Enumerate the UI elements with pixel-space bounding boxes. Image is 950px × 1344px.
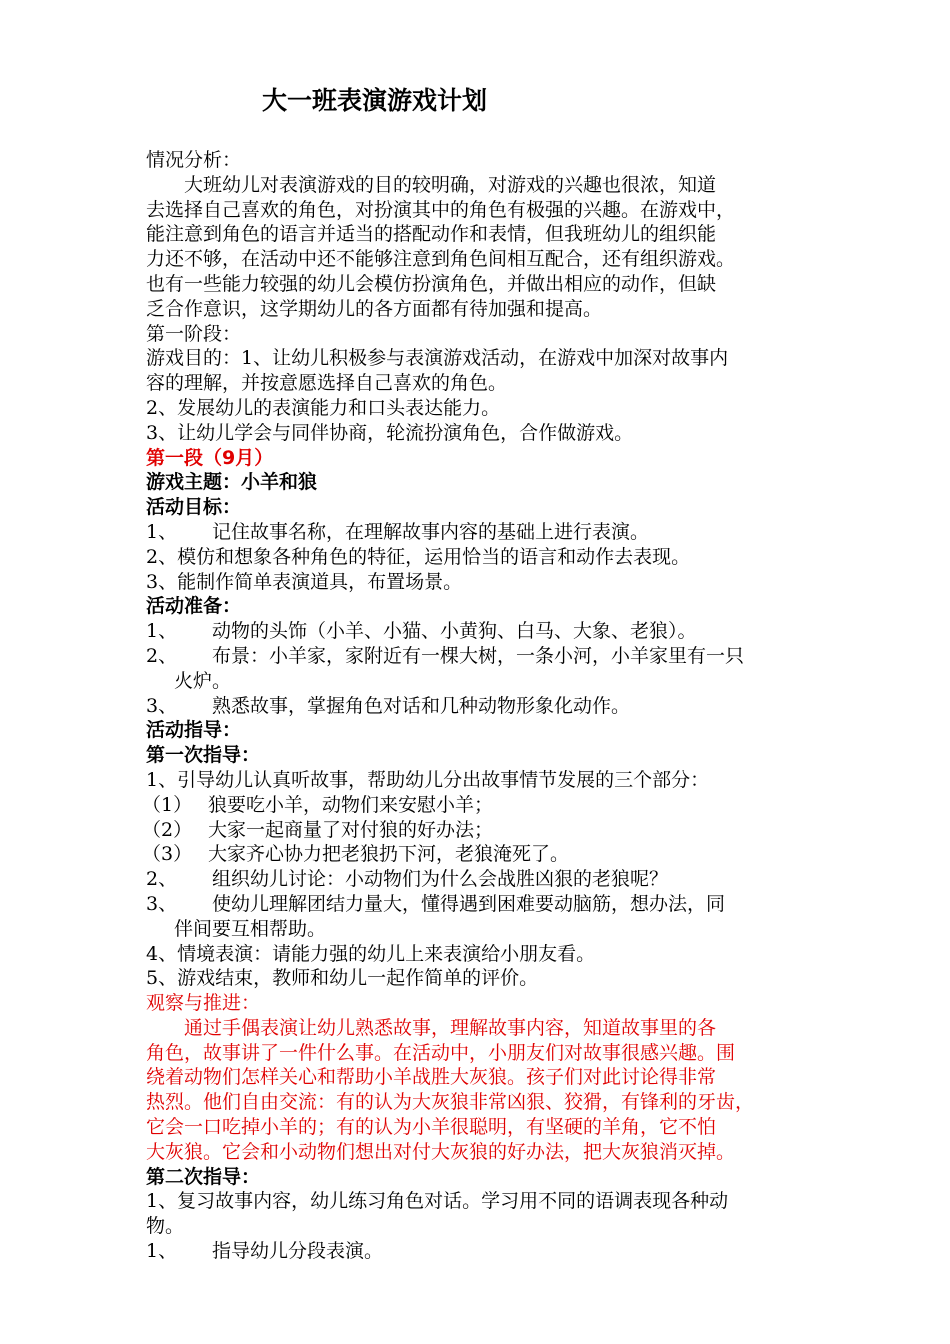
observation-line: 通过手偶表演让幼儿熟悉故事，理解故事内容，知道故事里的各 <box>184 1016 717 1039</box>
step-number: 3、 <box>146 892 178 915</box>
analysis-line: 也有一些能力较强的幼儿会模仿扮演角色，并做出相应的动作，但缺 <box>146 272 717 295</box>
analysis-line: 能注意到角色的语言并适当的搭配动作和表情，但我班幼儿的组织能 <box>146 223 717 246</box>
document-title: 大一班表演游戏计划 <box>262 86 488 115</box>
part-number: （3） <box>142 843 193 866</box>
story-part <box>142 818 826 843</box>
prep-item <box>146 619 826 644</box>
guide-step <box>146 892 826 917</box>
stage1-heading: 第一阶段： <box>146 322 242 345</box>
step-continuation: 伴间要互相帮助。 <box>174 917 327 940</box>
objective-item: 3、能制作简单表演道具，布置场景。 <box>146 570 463 593</box>
stage1-goal-line: 2、发展幼儿的表演能力和口头表达能力。 <box>146 396 501 419</box>
second-guide-line: 1、复习故事内容，幼儿练习角色对话。学习用不同的语调表现各种动 <box>146 1190 729 1213</box>
analysis-line: 大班幼儿对表演游戏的目的较明确，对游戏的兴趣也很浓，知道 <box>184 173 717 196</box>
observation-line: 它会一口吃掉小羊的；有的认为小羊很聪明，有坚硬的羊角，它不怕 <box>146 1116 717 1139</box>
analysis-line: 力还不够，在活动中还不能够注意到角色间相互配合，还有组织游戏。 <box>146 248 736 271</box>
objective-item <box>146 520 826 545</box>
step-text: 组织幼儿讨论：小动物们为什么会战胜凶狠的老狼呢？ <box>212 868 669 891</box>
guide-heading: 活动指导： <box>146 719 242 742</box>
second-guide-heading: 第二次指导： <box>146 1165 261 1188</box>
prep-continuation: 火炉。 <box>174 669 232 692</box>
prep-heading: 活动准备： <box>146 595 242 618</box>
prep-number: 3、 <box>146 694 178 717</box>
stage1-goal-line: 3、让幼儿学会与同伴协商，轮流扮演角色，合作做游戏。 <box>146 421 634 444</box>
stage1-goal-line: 游戏目的：1、让幼儿积极参与表演游戏活动，在游戏中加深对故事内 <box>146 347 729 370</box>
prep-number: 1、 <box>146 620 178 643</box>
segment1-heading: 第一段（9月） <box>146 446 274 469</box>
guide-step: 4、情境表演：请能力强的幼儿上来表演给小朋友看。 <box>146 942 596 965</box>
second-guide-line: 物。 <box>146 1215 185 1238</box>
part-number: （1） <box>142 793 193 816</box>
prep-text: 动物的头饰（小羊、小猫、小黄狗、白马、大象、老狼）。 <box>212 620 697 643</box>
part-text: 狼要吃小羊，动物们来安慰小羊； <box>208 793 494 816</box>
guide-step: 5、游戏结束，教师和幼儿一起作简单的评价。 <box>146 967 539 990</box>
objective-text: 记住故事名称，在理解故事内容的基础上进行表演。 <box>212 520 650 543</box>
objective-item: 2、模仿和想象各种角色的特征，运用恰当的语言和动作去表现。 <box>146 545 691 568</box>
first-guide-intro: 1、引导幼儿认真听故事，帮助幼儿分出故事情节发展的三个部分： <box>146 768 710 791</box>
step-text: 指导幼儿分段表演。 <box>212 1240 384 1263</box>
step-number: 1、 <box>146 1240 178 1263</box>
step-number: 2、 <box>146 868 178 891</box>
guide-step <box>146 867 826 892</box>
analysis-heading: 情况分析： <box>146 149 242 171</box>
document-page <box>142 84 826 1264</box>
observation-line: 大灰狼。它会和小动物们想出对付大灰狼的好办法，把大灰狼消灭掉。 <box>146 1140 736 1163</box>
prep-number: 2、 <box>146 644 178 667</box>
guide-step <box>146 1239 826 1264</box>
first-guide-heading: 第一次指导： <box>146 744 261 767</box>
prep-text: 布景：小羊家，家附近有一棵大树，一条小河，小羊家里有一只 <box>212 644 745 667</box>
observation-heading: 观察与推进： <box>146 992 261 1015</box>
observation-line: 绕着动物们怎样关心和帮助小羊战胜大灰狼。孩子们对此讨论得非常 <box>146 1066 717 1089</box>
analysis-line: 去选择自己喜欢的角色，对扮演其中的角色有极强的兴趣。在游戏中， <box>146 198 736 221</box>
step-text: 使幼儿理解团结力量大，懂得遇到困难要动脑筋，想办法，同 <box>212 892 726 915</box>
objectives-heading: 活动目标： <box>146 496 242 519</box>
part-text: 大家齐心协力把老狼扔下河，老狼淹死了。 <box>208 843 570 866</box>
analysis-line: 乏合作意识，这学期幼儿的各方面都有待加强和提高。 <box>146 297 603 320</box>
story-part <box>142 842 826 867</box>
prep-item <box>146 694 826 719</box>
objective-number: 1、 <box>146 520 178 543</box>
observation-line: 角色，故事讲了一件什么事。在活动中，小朋友们对故事很感兴趣。围 <box>146 1041 736 1064</box>
game-theme: 游戏主题：小羊和狼 <box>146 471 318 494</box>
part-text: 大家一起商量了对付狼的好办法； <box>208 818 494 841</box>
part-number: （2） <box>142 818 193 841</box>
stage1-goal-line: 容的理解，并按意愿选择自己喜欢的角色。 <box>146 372 508 395</box>
prep-text: 熟悉故事，掌握角色对话和几种动物形象化动作。 <box>212 694 631 717</box>
prep-item <box>146 644 826 669</box>
observation-line: 热烈。他们自由交流：有的认为大灰狼非常凶狠、狡猾，有锋利的牙齿， <box>146 1091 755 1114</box>
story-part <box>142 793 826 818</box>
